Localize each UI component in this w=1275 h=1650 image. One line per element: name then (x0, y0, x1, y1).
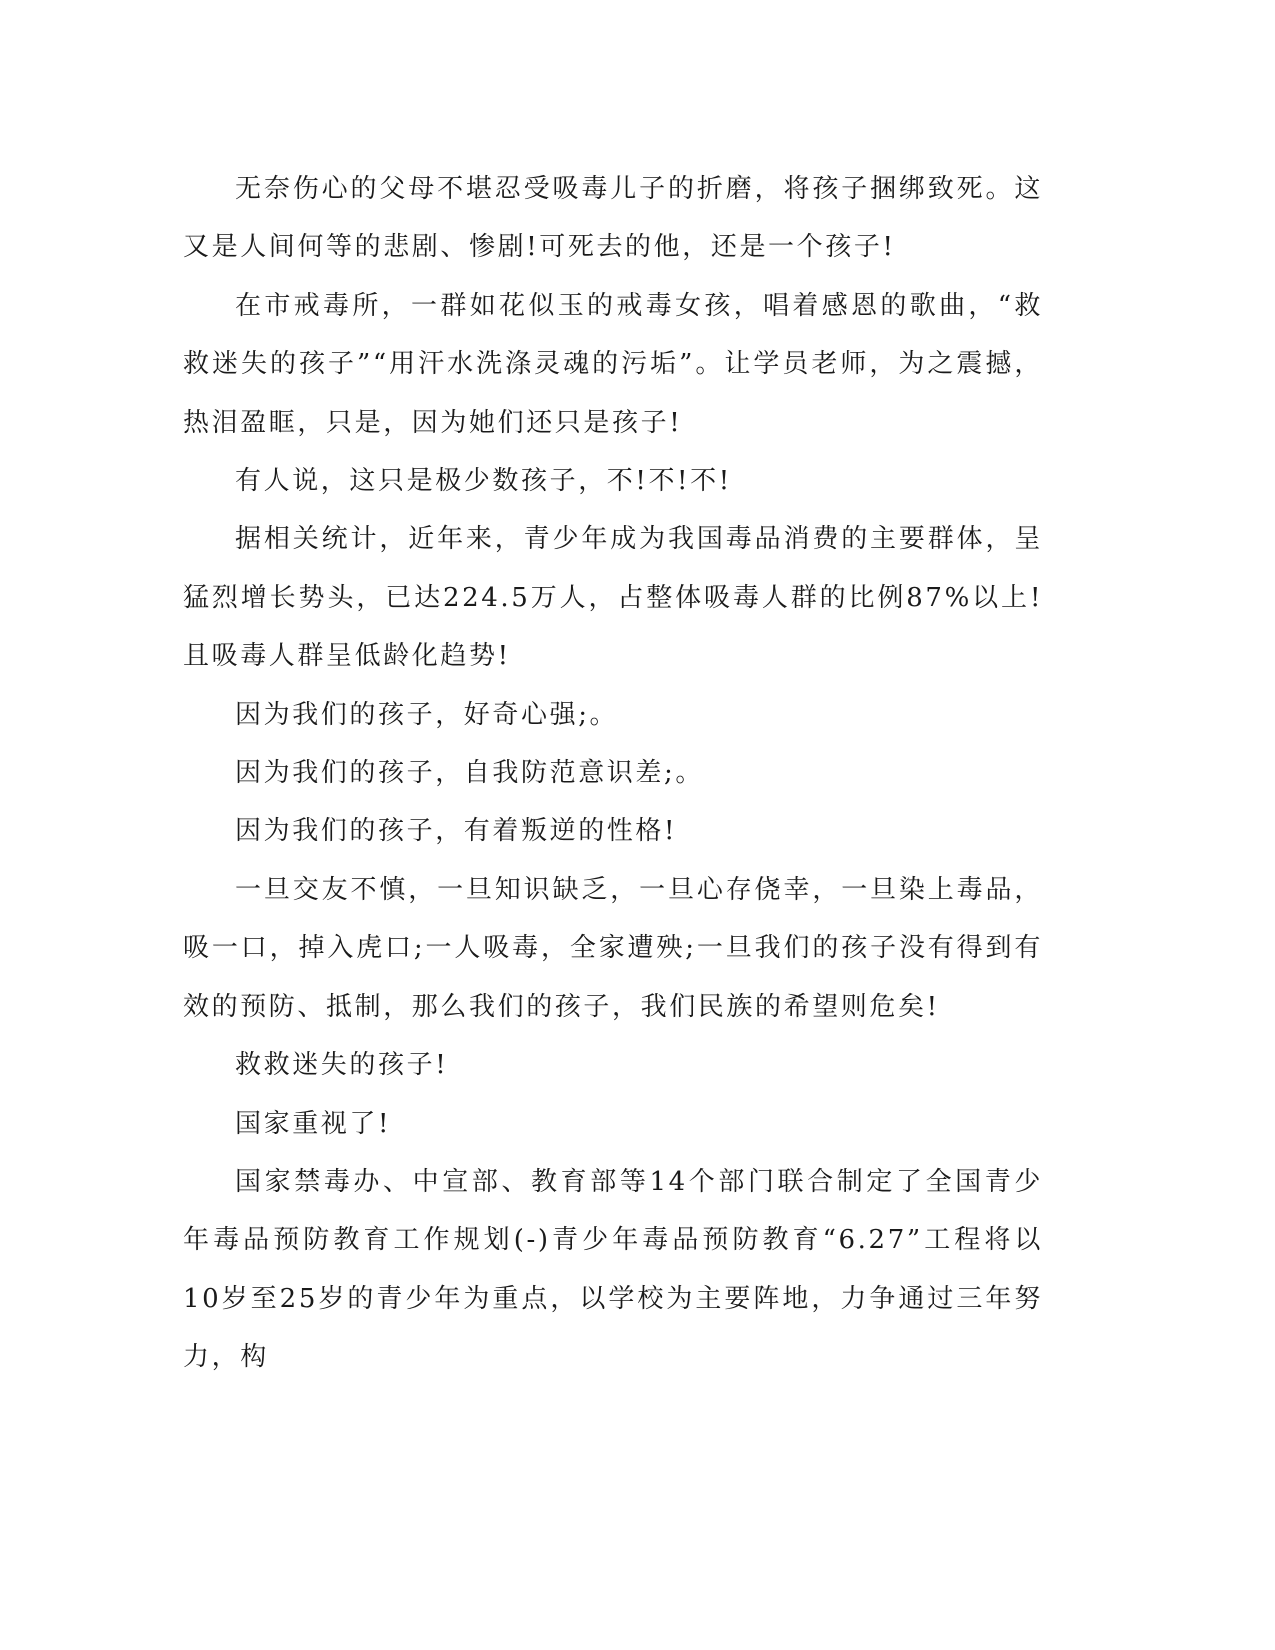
paragraph: 因为我们的孩子，好奇心强;。 (235, 699, 619, 730)
paragraph: 救救迷失的孩子! (235, 1050, 449, 1081)
paragraph: 有人说，这只是极少数孩子，不!不!不! (235, 466, 732, 497)
paragraph: 国家重视了! (235, 1108, 392, 1139)
body-text (183, 160, 1043, 1387)
paragraph: 无奈伤心的父母不堪忍受吸毒儿子的折磨，将孩子捆绑致死。这又是人间何等的悲剧、惨剧!可死去的他，还是一个孩子! (183, 174, 1043, 263)
paragraph: 据相关统计，近年来，青少年成为我国毒品消费的主要群体，呈猛烈增长势头，已达224.5万人，占整体吸毒人群的比例87%以上!且吸毒人群呈低龄化趋势! (183, 524, 1043, 672)
paragraph: 在市戒毒所，一群如花似玉的戒毒女孩，唱着感恩的歌曲，“救救迷失的孩子”“用汗水洗涤灵魂的污垢”。让学员老师，为之震撼，热泪盈眶，只是，因为她们还只是孩子! (183, 290, 1043, 438)
paragraph: 因为我们的孩子，有着叛逆的性格! (235, 816, 678, 847)
paragraph: 国家禁毒办、中宣部、教育部等14个部门联合制定了全国青少年毒品预防教育工作规划(-)青少年毒品预防教育“6.27”工程将以10岁至25岁的青少年为重点，以学校为主要阵地，力争通过三年努力，构 (183, 1166, 1043, 1373)
paragraph: 一旦交友不慎，一旦知识缺乏，一旦心存侥幸，一旦染上毒品，吸一口，掉入虎口;一人吸毒，全家遭殃;一旦我们的孩子没有得到有效的预防、抵制，那么我们的孩子，我们民族的希望则危矣! (183, 874, 1043, 1022)
paragraph: 因为我们的孩子，自我防范意识差;。 (235, 758, 704, 789)
